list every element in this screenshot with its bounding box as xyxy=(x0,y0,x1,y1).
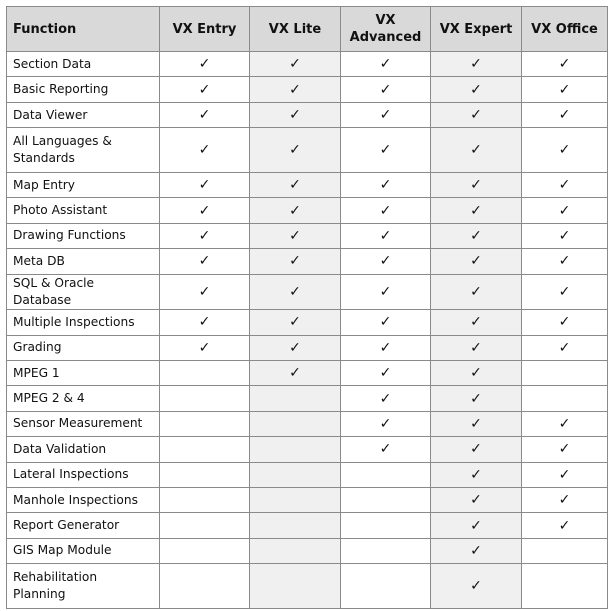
checkmark-icon: ✓ xyxy=(379,441,392,458)
availability-cell xyxy=(522,310,608,335)
function-name-cell: MPEG 2 & 4 xyxy=(7,386,160,411)
availability-cell xyxy=(341,223,431,248)
checkmark-icon: ✓ xyxy=(558,517,571,534)
function-name-cell: All Languages & Standards xyxy=(7,128,160,173)
availability-cell xyxy=(160,335,250,360)
checkmark-icon: ✓ xyxy=(470,283,482,300)
availability-cell xyxy=(522,335,608,360)
availability-cell xyxy=(522,386,608,411)
checkmark-icon: ✓ xyxy=(289,365,301,382)
availability-cell xyxy=(160,513,250,538)
header-row xyxy=(7,7,608,52)
function-name-cell: Basic Reporting xyxy=(7,77,160,102)
column-header-vx-entry: VX Entry xyxy=(160,7,250,52)
checkmark-icon: ✓ xyxy=(379,365,392,382)
checkmark-icon: ✓ xyxy=(198,314,211,331)
table-body xyxy=(7,52,608,609)
checkmark-icon: ✓ xyxy=(379,56,392,73)
availability-cell xyxy=(250,513,341,538)
availability-cell xyxy=(250,564,341,609)
availability-cell xyxy=(431,360,522,385)
checkmark-icon: ✓ xyxy=(470,339,482,356)
availability-cell xyxy=(160,102,250,127)
availability-cell xyxy=(431,437,522,462)
checkmark-icon: ✓ xyxy=(289,314,301,331)
checkmark-icon: ✓ xyxy=(289,202,301,219)
availability-cell xyxy=(160,172,250,197)
column-header-vx-lite: VX Lite xyxy=(250,7,341,52)
availability-cell xyxy=(160,249,250,274)
checkmark-icon: ✓ xyxy=(198,253,211,270)
column-header-function: Function xyxy=(7,7,160,52)
function-name-cell: Report Generator xyxy=(7,513,160,538)
function-name-cell: Meta DB xyxy=(7,249,160,274)
availability-cell xyxy=(250,335,341,360)
availability-cell xyxy=(160,487,250,512)
availability-cell xyxy=(250,462,341,487)
checkmark-icon: ✓ xyxy=(470,466,482,483)
availability-cell xyxy=(160,52,250,77)
checkmark-icon: ✓ xyxy=(289,283,301,300)
table-row xyxy=(7,249,608,274)
availability-cell xyxy=(431,310,522,335)
function-name-cell: Photo Assistant xyxy=(7,198,160,223)
availability-cell xyxy=(341,274,431,310)
checkmark-icon: ✓ xyxy=(558,492,571,509)
availability-cell xyxy=(341,487,431,512)
checkmark-icon: ✓ xyxy=(198,107,211,124)
availability-cell xyxy=(341,462,431,487)
availability-cell xyxy=(522,538,608,563)
checkmark-icon: ✓ xyxy=(470,142,482,159)
availability-cell xyxy=(160,411,250,436)
feature-comparison-table xyxy=(6,6,608,609)
availability-cell xyxy=(431,487,522,512)
availability-cell xyxy=(250,310,341,335)
availability-cell xyxy=(160,274,250,310)
availability-cell xyxy=(341,128,431,173)
checkmark-icon: ✓ xyxy=(470,441,482,458)
function-name-cell: SQL & Oracle Database xyxy=(7,274,160,310)
function-name-cell: Data Viewer xyxy=(7,102,160,127)
checkmark-icon: ✓ xyxy=(470,542,482,559)
function-name-cell: Grading xyxy=(7,335,160,360)
availability-cell xyxy=(341,198,431,223)
checkmark-icon: ✓ xyxy=(379,142,392,159)
table-row xyxy=(7,411,608,436)
checkmark-icon: ✓ xyxy=(558,202,571,219)
availability-cell xyxy=(341,52,431,77)
availability-cell xyxy=(341,249,431,274)
checkmark-icon: ✓ xyxy=(289,253,301,270)
availability-cell xyxy=(250,437,341,462)
availability-cell xyxy=(250,274,341,310)
availability-cell xyxy=(341,437,431,462)
availability-cell xyxy=(341,77,431,102)
availability-cell xyxy=(341,172,431,197)
availability-cell xyxy=(341,411,431,436)
function-name-cell: Map Entry xyxy=(7,172,160,197)
availability-cell xyxy=(160,223,250,248)
availability-cell xyxy=(250,52,341,77)
checkmark-icon: ✓ xyxy=(379,314,392,331)
availability-cell xyxy=(160,564,250,609)
checkmark-icon: ✓ xyxy=(198,81,211,98)
checkmark-icon: ✓ xyxy=(198,56,211,73)
availability-cell xyxy=(431,223,522,248)
checkmark-icon: ✓ xyxy=(198,227,211,244)
checkmark-icon: ✓ xyxy=(379,81,392,98)
function-name-cell: Rehabilitation Planning xyxy=(7,564,160,609)
table-row xyxy=(7,360,608,385)
availability-cell xyxy=(522,437,608,462)
availability-cell xyxy=(522,52,608,77)
checkmark-icon: ✓ xyxy=(470,202,482,219)
function-name-cell: Sensor Measurement xyxy=(7,411,160,436)
availability-cell xyxy=(250,411,341,436)
checkmark-icon: ✓ xyxy=(198,177,211,194)
function-name-cell: GIS Map Module xyxy=(7,538,160,563)
checkmark-icon: ✓ xyxy=(558,253,571,270)
checkmark-icon: ✓ xyxy=(470,56,482,73)
availability-cell xyxy=(431,386,522,411)
checkmark-icon: ✓ xyxy=(470,253,482,270)
table-row xyxy=(7,335,608,360)
checkmark-icon: ✓ xyxy=(470,415,482,432)
availability-cell xyxy=(250,172,341,197)
checkmark-icon: ✓ xyxy=(558,107,571,124)
checkmark-icon: ✓ xyxy=(289,142,301,159)
availability-cell xyxy=(250,386,341,411)
availability-cell xyxy=(250,128,341,173)
checkmark-icon: ✓ xyxy=(289,81,301,98)
checkmark-icon: ✓ xyxy=(470,390,482,407)
table-row xyxy=(7,77,608,102)
checkmark-icon: ✓ xyxy=(379,253,392,270)
availability-cell xyxy=(431,462,522,487)
checkmark-icon: ✓ xyxy=(558,466,571,483)
availability-cell xyxy=(522,487,608,512)
availability-cell xyxy=(522,172,608,197)
checkmark-icon: ✓ xyxy=(558,283,571,300)
availability-cell xyxy=(160,538,250,563)
availability-cell xyxy=(341,538,431,563)
availability-cell xyxy=(341,360,431,385)
table-row xyxy=(7,437,608,462)
table-row xyxy=(7,513,608,538)
availability-cell xyxy=(160,360,250,385)
function-name-cell: Manhole Inspections xyxy=(7,487,160,512)
table-row xyxy=(7,538,608,563)
availability-cell xyxy=(160,77,250,102)
availability-cell xyxy=(431,128,522,173)
column-header-vx-advanced: VX Advanced xyxy=(341,7,431,52)
checkmark-icon: ✓ xyxy=(558,142,571,159)
availability-cell xyxy=(250,249,341,274)
availability-cell xyxy=(431,564,522,609)
checkmark-icon: ✓ xyxy=(558,227,571,244)
availability-cell xyxy=(431,77,522,102)
checkmark-icon: ✓ xyxy=(379,339,392,356)
checkmark-icon: ✓ xyxy=(289,227,301,244)
checkmark-icon: ✓ xyxy=(289,56,301,73)
table-row xyxy=(7,487,608,512)
availability-cell xyxy=(431,172,522,197)
column-header-vx-expert: VX Expert xyxy=(431,7,522,52)
checkmark-icon: ✓ xyxy=(379,415,392,432)
checkmark-icon: ✓ xyxy=(470,492,482,509)
checkmark-icon: ✓ xyxy=(558,81,571,98)
table-row xyxy=(7,198,608,223)
availability-cell xyxy=(522,223,608,248)
availability-cell xyxy=(160,310,250,335)
availability-cell xyxy=(431,538,522,563)
availability-cell xyxy=(522,462,608,487)
availability-cell xyxy=(160,198,250,223)
availability-cell xyxy=(250,223,341,248)
checkmark-icon: ✓ xyxy=(198,283,211,300)
column-header-vx-office: VX Office xyxy=(522,7,608,52)
checkmark-icon: ✓ xyxy=(379,177,392,194)
checkmark-icon: ✓ xyxy=(289,107,301,124)
table-row xyxy=(7,52,608,77)
function-name-cell: Multiple Inspections xyxy=(7,310,160,335)
availability-cell xyxy=(160,462,250,487)
checkmark-icon: ✓ xyxy=(379,202,392,219)
checkmark-icon: ✓ xyxy=(470,314,482,331)
availability-cell xyxy=(341,335,431,360)
function-name-cell: Drawing Functions xyxy=(7,223,160,248)
availability-cell xyxy=(522,274,608,310)
availability-cell xyxy=(250,102,341,127)
availability-cell xyxy=(522,198,608,223)
availability-cell xyxy=(522,249,608,274)
checkmark-icon: ✓ xyxy=(379,283,392,300)
checkmark-icon: ✓ xyxy=(558,177,571,194)
checkmark-icon: ✓ xyxy=(198,142,211,159)
table-row xyxy=(7,102,608,127)
availability-cell xyxy=(341,564,431,609)
availability-cell xyxy=(522,513,608,538)
checkmark-icon: ✓ xyxy=(470,81,482,98)
checkmark-icon: ✓ xyxy=(470,177,482,194)
availability-cell xyxy=(250,487,341,512)
availability-cell xyxy=(522,564,608,609)
checkmark-icon: ✓ xyxy=(558,441,571,458)
checkmark-icon: ✓ xyxy=(470,517,482,534)
availability-cell xyxy=(522,102,608,127)
availability-cell xyxy=(341,102,431,127)
function-name-cell: Data Validation xyxy=(7,437,160,462)
checkmark-icon: ✓ xyxy=(558,314,571,331)
table-row xyxy=(7,274,608,310)
function-name-cell: Section Data xyxy=(7,52,160,77)
availability-cell xyxy=(160,386,250,411)
table-row xyxy=(7,564,608,609)
availability-cell xyxy=(160,128,250,173)
availability-cell xyxy=(250,77,341,102)
availability-cell xyxy=(341,513,431,538)
checkmark-icon: ✓ xyxy=(379,227,392,244)
availability-cell xyxy=(160,437,250,462)
table-row xyxy=(7,462,608,487)
table-row xyxy=(7,172,608,197)
availability-cell xyxy=(522,77,608,102)
checkmark-icon: ✓ xyxy=(470,365,482,382)
checkmark-icon: ✓ xyxy=(198,202,211,219)
availability-cell xyxy=(250,538,341,563)
availability-cell xyxy=(250,360,341,385)
table-row xyxy=(7,310,608,335)
availability-cell xyxy=(431,411,522,436)
availability-cell xyxy=(522,411,608,436)
checkmark-icon: ✓ xyxy=(558,415,571,432)
table-row xyxy=(7,128,608,173)
availability-cell xyxy=(431,52,522,77)
availability-cell xyxy=(522,128,608,173)
checkmark-icon: ✓ xyxy=(198,339,211,356)
availability-cell xyxy=(431,274,522,310)
availability-cell xyxy=(431,335,522,360)
function-name-cell: MPEG 1 xyxy=(7,360,160,385)
checkmark-icon: ✓ xyxy=(289,177,301,194)
availability-cell xyxy=(431,513,522,538)
checkmark-icon: ✓ xyxy=(470,107,482,124)
availability-cell xyxy=(522,360,608,385)
availability-cell xyxy=(431,249,522,274)
table-row xyxy=(7,223,608,248)
table-row xyxy=(7,386,608,411)
checkmark-icon: ✓ xyxy=(558,56,571,73)
checkmark-icon: ✓ xyxy=(470,578,482,595)
checkmark-icon: ✓ xyxy=(379,390,392,407)
checkmark-icon: ✓ xyxy=(558,339,571,356)
availability-cell xyxy=(341,310,431,335)
checkmark-icon: ✓ xyxy=(379,107,392,124)
function-name-cell: Lateral Inspections xyxy=(7,462,160,487)
availability-cell xyxy=(431,102,522,127)
checkmark-icon: ✓ xyxy=(470,227,482,244)
checkmark-icon: ✓ xyxy=(289,339,301,356)
availability-cell xyxy=(341,386,431,411)
availability-cell xyxy=(250,198,341,223)
availability-cell xyxy=(431,198,522,223)
